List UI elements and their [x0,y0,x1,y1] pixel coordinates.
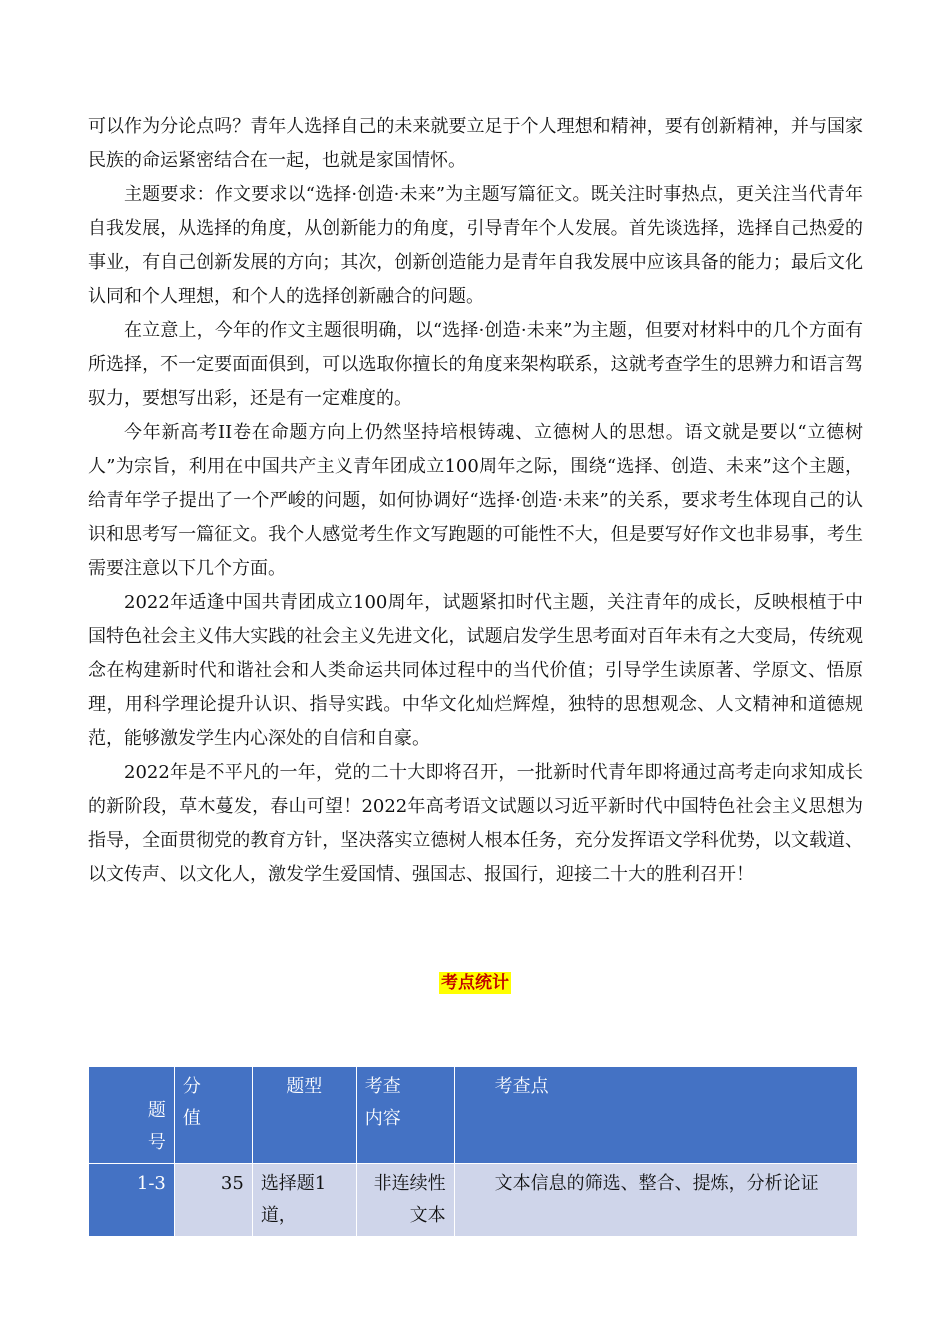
header-score: 分 值 [174,1067,252,1164]
paragraph-2: 主题要求：作文要求以“选择·创造·未来”为主题写篇征文。既关注时事热点，更关注当代青年自我发展，从选择的角度，从创新能力的角度，引导青年个人发展。首先谈选择，选择自己热爱的事业，有自己创新发展的方向；其次，创新创造能力是青年自我发展中应该具备的能力；最后文化认同和个人理想，和个人的选择创新融合的问题。 [88,184,863,307]
paragraph-4: 今年新高考II卷在命题方向上仍然坚持培根铸魂、立德树人的思想。语文就是要以“立德树人”为宗旨，利用在中国共产主义青年团成立100周年之际，围绕“选择、创造、未来”这个主题，给青年学子提出了一个严峻的问题，如何协调好“选择·创造·未来”的关系，要求考生体现自己的认识和思考写一篇征文。我个人感觉考生作文写跑题的可能性不大，但是要写好作文也非易事，考生需要注意以下几个方面。 [88,422,863,579]
cell-content: 非连续性文本 [356,1164,454,1237]
cell-points: 文本信息的筛选、整合、提炼，分析论证 [454,1164,857,1237]
header-content: 考查 内容 [356,1067,454,1164]
stats-table [88,1066,858,1237]
paragraph-5: 2022年适逢中国共青团成立100周年，试题紧扣时代主题，关注青年的成长，反映根植于中国特色社会主义伟大实践的社会主义先进文化，试题启发学生思考面对百年未有之大变局，传统观念在构建新时代和谐社会和人类命运共同体过程中的当代价值；引导学生读原著、学原文、悟原理，用科学理论提升认识、指导实践。中华文化灿烂辉煌，独特的思想观念、人文精神和道德规范，能够激发学生内心深处的自信和自豪。 [88,592,863,749]
cell-question-type: 选择题1道， [252,1164,356,1237]
header-question-number: 题 号 [89,1067,175,1164]
section-title-text: 考点统计 [441,973,509,993]
paragraph-6: 2022年是不平凡的一年，党的二十大即将召开，一批新时代青年即将通过高考走向求知成长的新阶段，草木蔓发，春山可望！2022年高考语文试题以习近平新时代中国特色社会主义思想为指导，全面贯彻党的教育方针，坚决落实立德树人根本任务，充分发挥语文学科优势，以文载道、以文传声、以文化人，激发学生爱国情、强国志、报国行，迎接二十大的胜利召开！ [88,762,863,885]
table-row [89,1164,858,1237]
table-header-row [89,1067,858,1164]
paragraph-3: 在立意上，今年的作文主题很明确，以“选择·创造·未来”为主题，但要对材料中的几个方面有所选择，不一定要面面俱到，可以选取你擅长的角度来架构联系，这就考查学生的思辨力和语言驾驭力，要想写出彩，还是有一定难度的。 [88,320,863,409]
paragraph-1: 可以作为分论点吗？青年人选择自己的未来就要立足于个人理想和精神，要有创新精神，并与国家民族的命运紧密结合在一起，也就是家国情怀。 [88,116,863,171]
header-points: 考查点 [454,1067,857,1164]
cell-question-number: 1-3 [89,1164,175,1237]
article-body [88,110,863,892]
header-question-type: 题型 [252,1067,356,1164]
cell-score: 35 [174,1164,252,1237]
section-title [0,968,950,993]
